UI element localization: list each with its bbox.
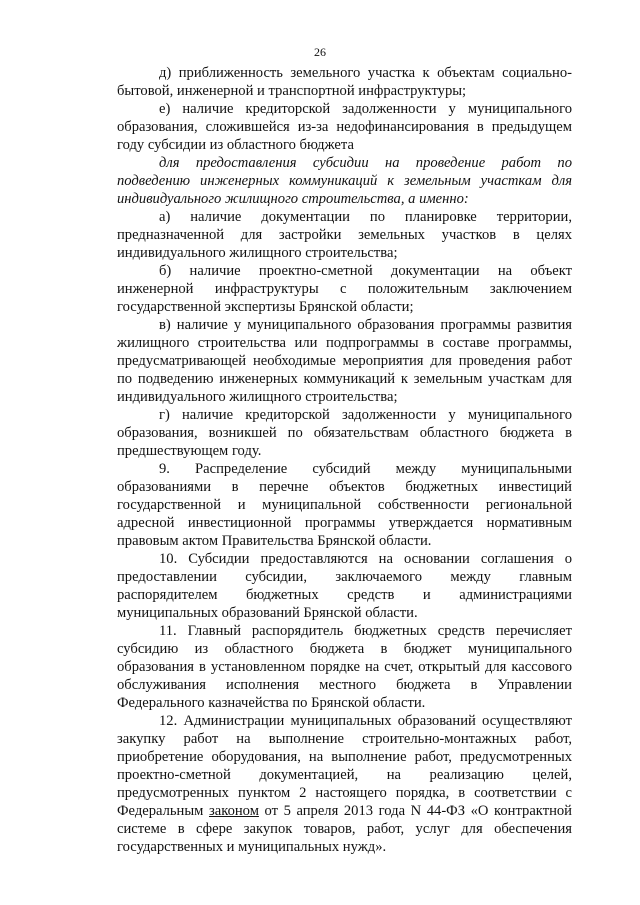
federal-law-link[interactable]: законом: [208, 803, 259, 819]
paragraph-criterion-b: б) наличие проектно-сметной документации на объект инженерной инфраструктуры с положительным заключением государственной экспертизы Брянской области;: [117, 263, 572, 315]
document-body: [117, 64, 572, 856]
paragraph-criterion-g: г) наличие кредиторской задолженности у муниципального образования, возникшей по обязательствам областного бюджета в предшествующем году.: [117, 407, 572, 459]
paragraph-criterion-a: а) наличие документации по планировке территории, предназначенной для застройки земельных участков в целях индивидуального жилищного строительства;: [117, 209, 572, 261]
paragraph-item-10: 10. Субсидии предоставляются на основании соглашения о предоставлении субсидии, заключаемого между главным распорядителем бюджетных средств и администрациями муниципальных образований Брянской области.: [117, 551, 572, 621]
section-heading-engineering-subsidy: для предоставления субсидии на проведение работ по подведению инженерных коммуникаций к земельным участкам для индивидуального жилищного строительства, а именно:: [117, 155, 572, 207]
paragraph-criterion-e: е) наличие кредиторской задолженности у муниципального образования, сложившейся из-за недофинансирования в предыдущем году субсидии из областного бюджета: [117, 101, 572, 153]
paragraph-item-12-text-end: от 5 апреля 2013 года N 44-ФЗ «О контрактной системе в сфере закупок товаров, работ, услуг для обеспечения государственных и муниципальных нужд».: [117, 803, 572, 855]
paragraph-item-12-text-start: 12. Администрации муниципальных образований осуществляют закупку работ на выполнение строительно-монтажных работ, приобретение оборудования, на выполнение работ, предусмотренных проектно-сметной документацией, на реализацию целей, предусмотренных пунктом 2 настоящего порядка, в соответствии с Федеральным: [117, 713, 572, 819]
paragraph-criterion-v: в) наличие у муниципального образования программы развития жилищного строительства или подпрограммы в составе программы, предусматривающей необходимые мероприятия для проведения работ по подведению инженерных коммуникаций к земельным участкам для индивидуального жилищного строительства;: [117, 317, 572, 405]
paragraph-item-11: 11. Главный распорядитель бюджетных средств перечисляет субсидию из областного бюджета в бюджет муниципального образования в установленном порядке на счет, открытый для кассового обслуживания исполнения местного бюджета в Управлении Федерального казначейства по Брянской области.: [117, 623, 572, 711]
page-number: 26: [314, 45, 326, 59]
paragraph-item-12: [117, 712, 572, 856]
paragraph-criterion-d: д) приближенность земельного участка к объектам социально-бытовой, инженерной и транспортной инфраструктуры;: [117, 65, 572, 99]
paragraph-item-9: 9. Распределение субсидий между муниципальными образованиями в перечне объектов бюджетных инвестиций государственной и муниципальной собственности региональной адресной инвестиционной программы утверждается нормативным правовым актом Правительства Брянской области.: [117, 461, 572, 549]
